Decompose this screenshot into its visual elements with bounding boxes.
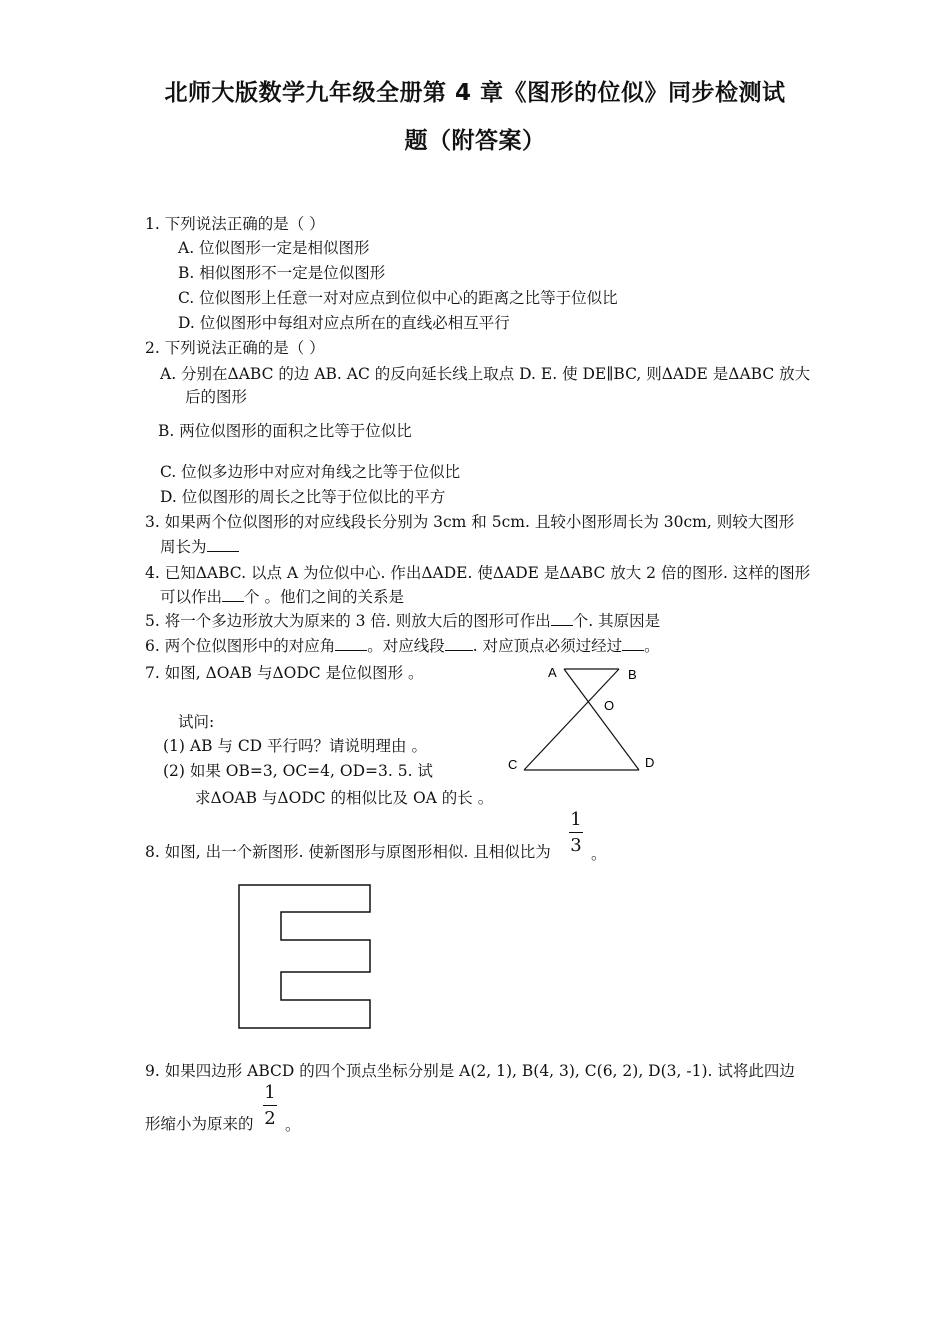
q2-option-b: B. 两位似图形的面积之比等于位似比 [158,422,412,440]
q8-fraction-numerator: 1 [570,809,582,830]
q8-fraction-denominator: 3 [570,835,582,856]
q5-text-b: 个. 其原因是 [572,612,661,630]
q3-line2-text: 周长为 [160,538,207,556]
q8-e-figure [236,882,376,1032]
label-b: B [628,667,637,682]
q5-line [145,611,660,631]
segment-ad [564,669,639,770]
q6-text-a: 6. 两个位似图形中的对应角 [145,637,336,655]
q7-part1: (1) AB 与 CD 平行吗？请说明理由 。 [163,737,427,755]
q9-fraction-numerator: 1 [264,1082,276,1103]
q5-answer-blank[interactable] [551,611,573,626]
q1-option-a: A. 位似图形一定是相似图形 [178,239,370,257]
segment-bc [524,669,619,770]
fraction-bar [263,1105,277,1106]
q1-option-d: D. 位似图形中每组对应点所在的直线必相互平行 [178,314,510,332]
q6-text-b: 。对应线段 [367,637,445,655]
q9-end: 。 [285,1116,301,1134]
q4-line2-text-a: 可以作出 [160,588,223,606]
label-c: C [508,757,518,772]
q2-option-a-line1: A. 分别在ΔABC 的边 AB. AC 的反向延长线上取点 D. E. 使 DE∥BC, 则ΔADE 是ΔABC 放大 [160,365,811,383]
q7-figure [500,660,680,780]
q7-part2: (2) 如果 OB=3, OC=4, OD=3. 5. 试 [163,762,433,780]
q6-answer-blank-3[interactable] [622,636,644,651]
fraction-bar [569,832,583,833]
label-o: O [604,698,615,713]
e-shape-outline [239,885,370,1028]
q3-line1: 3. 如果两个位似图形的对应线段长分别为 3cm 和 5cm. 且较小图形周长为 30cm, 则较大图形 [145,513,795,531]
q1-option-b: B. 相似图形不一定是位似图形 [178,264,386,282]
q6-text-d: 。 [644,637,660,655]
q3-line2 [160,537,239,557]
q7-ask: 试问: [178,713,215,731]
q4-line1: 4. 已知ΔABC. 以点 A 为位似中心. 作出ΔADE. 使ΔADE 是ΔABC 放大 2 倍的图形. 这样的图形 [145,564,811,582]
q8-fraction [569,809,583,856]
q1-option-c: C. 位似图形上任意一对对应点到位似中心的距离之比等于位似比 [178,289,618,307]
q2-option-d: D. 位似图形的周长之比等于位似比的平方 [160,488,446,506]
q5-text-a: 5. 将一个多边形放大为原来的 3 倍. 则放大后的图形可作出 [145,612,551,630]
q6-line [145,636,660,656]
q9-fraction [263,1082,277,1129]
label-a: A [548,665,557,680]
q3-answer-blank[interactable] [207,537,239,552]
q7-part3: 求ΔOAB 与ΔODC 的相似比及 OA 的长 。 [195,789,494,807]
q8-stem: 8. 如图, 出一个新图形. 使新图形与原图形相似. 且相似比为 [145,843,551,861]
q4-line2 [160,587,404,607]
q2-option-c: C. 位似多边形中对应对角线之比等于位似比 [160,463,461,481]
q8-end: 。 [591,845,607,863]
q1-stem: 1. 下列说法正确的是（ ） [145,215,325,233]
q9-fraction-denominator: 2 [264,1108,276,1129]
q6-answer-blank-2[interactable] [445,636,473,651]
q2-stem: 2. 下列说法正确的是（ ） [145,339,325,357]
page-title-line1: 北师大版数学九年级全册第 4 章《图形的位似》同步检测试 [164,80,786,106]
q4-line2-text-b: 个 。他们之间的关系是 [244,588,404,606]
q9-line1: 9. 如果四边形 ABCD 的四个顶点坐标分别是 A(2, 1), B(4, 3), C(6, 2), D(3, -1). 试将此四边 [145,1062,795,1080]
q6-text-c: . 对应顶点必须过经过 [472,637,623,655]
q6-answer-blank-1[interactable] [335,636,367,651]
label-d: D [645,755,655,770]
q7-stem: 7. 如图, ΔOAB 与ΔODC 是位似图形 。 [145,664,424,682]
q2-option-a-line2: 后的图形 [185,388,248,406]
page-title-line2: 题（附答案） [404,128,546,154]
q9-line2: 形缩小为原来的 [145,1115,254,1133]
q4-answer-blank-1[interactable] [222,587,244,602]
